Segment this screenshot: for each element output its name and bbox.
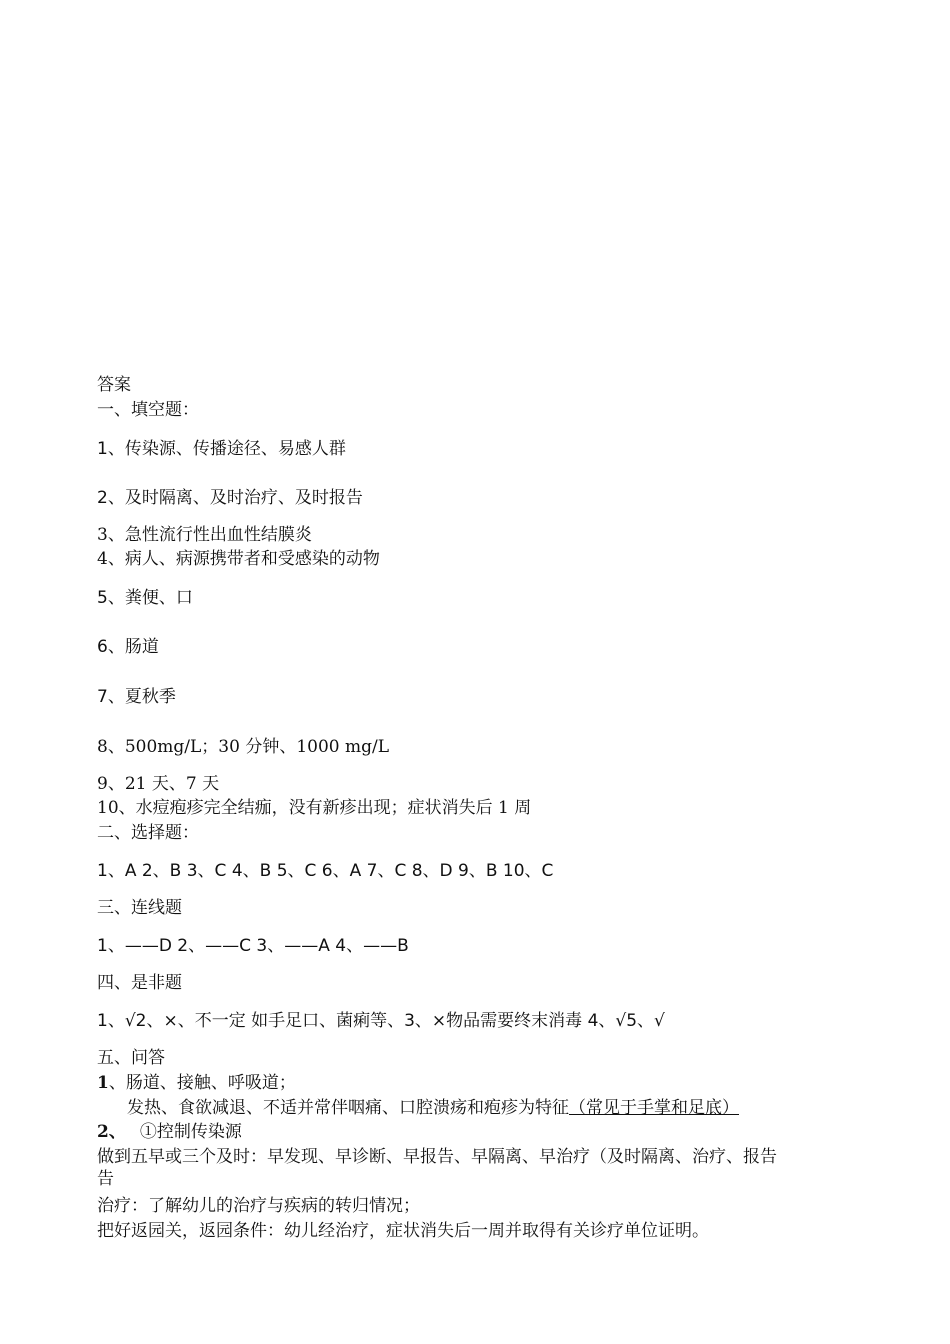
qa-answer-1: [97, 1072, 296, 1094]
section-choice-heading: 二、选择题：: [97, 823, 199, 843]
qa-answer-1-number: 1: [97, 1073, 109, 1093]
fill-item-10: 10、水痘疱疹完全结痂，没有新疹出现；症状消失后 1 周: [97, 798, 532, 818]
fill-item-8: 8、500mg/L；30 分钟、1000 mg/L: [97, 737, 390, 757]
fill-item-2: 2、及时隔离、及时治疗、及时报告: [97, 488, 363, 508]
doc-title: 答案: [97, 375, 131, 395]
qa-answer-2-line2: 告: [97, 1169, 114, 1189]
qa-answer-2-number: 2、: [97, 1122, 126, 1142]
fill-item-1: 1、传染源、传播途径、易感人群: [97, 439, 346, 459]
qa-answer-2-text: ①控制传染源: [139, 1122, 242, 1142]
fill-item-6: 6、肠道: [97, 637, 159, 657]
match-answers: 1、——D 2、——C 3、——A 4、——B: [97, 936, 409, 956]
qa-answer-2-line3: 治疗：了解幼儿的治疗与疾病的转归情况；: [97, 1196, 420, 1216]
qa-answer-1-detail-text: 发热、食欲减退、不适并常伴咽痛、口腔溃疡和疱疹为特征: [127, 1098, 569, 1118]
qa-answer-1-detail: [127, 1097, 739, 1119]
qa-answer-2-line1: 做到五早或三个及时：早发现、早诊断、早报告、早隔离、早治疗（及时隔离、治疗、报告: [97, 1147, 777, 1167]
truefalse-answers: 1、√2、×、不一定 如手足口、菌痢等、3、×物品需要终末消毒 4、√5、√: [97, 1011, 665, 1031]
qa-answer-2-line4: 把好返园关，返园条件：幼儿经治疗，症状消失后一周并取得有关诊疗单位证明。: [97, 1221, 709, 1241]
fill-item-7: 7、夏秋季: [97, 687, 176, 707]
qa-answer-2: [97, 1121, 242, 1143]
fill-item-3: 3、急性流行性出血性结膜炎: [97, 525, 312, 545]
section-fill-heading: 一、填空题：: [97, 400, 199, 420]
fill-item-4: 4、病人、病源携带者和受感染的动物: [97, 549, 380, 569]
choice-answers: 1、A 2、B 3、C 4、B 5、C 6、A 7、C 8、D 9、B 10、C: [97, 861, 554, 881]
qa-answer-1-text: 、肠道、接触、呼吸道；: [108, 1073, 296, 1093]
fill-item-9: 9、21 天、7 天: [97, 774, 220, 794]
section-match-heading: 三、连线题: [97, 898, 182, 918]
section-qa-heading: 五、问答: [97, 1048, 165, 1068]
qa-answer-1-detail-underlined: （常见于手掌和足底）: [569, 1098, 739, 1118]
section-truefalse-heading: 四、是非题: [97, 973, 182, 993]
fill-item-5: 5、粪便、口: [97, 588, 193, 608]
